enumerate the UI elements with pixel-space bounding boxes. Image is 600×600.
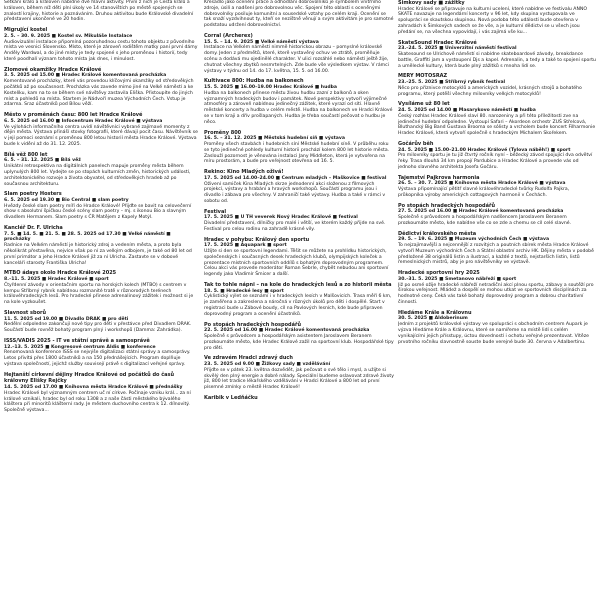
event-description: Nedělní odpoledne zakončují nové tipy pro děti v přestávce před Divadlem DRAK. Součástí bude rovněž bohatý program plný i workshopů (Damma: Zahrádka). <box>4 322 192 334</box>
event-title: Migrující kostel <box>4 27 48 34</box>
event-meta-text: 22. 5. 2025 od 16.00 ■ Hradec Králové komentovaná procházka <box>204 328 370 334</box>
event-meta-text: 6. 5. 2025 od 16.00 ■ Infocentrum Hradec Králové ■ výstava <box>4 118 163 124</box>
event-entry <box>398 0 596 36</box>
event-entry <box>398 73 596 97</box>
event-description: Divadelní představení, dílničky pro malé i větší, ve kterém každý přijde na své. Festival pro celou rodinu na zahradě krásné vily. <box>204 221 386 232</box>
event-entry <box>204 33 394 74</box>
event-meta-text: 23.–25. 5. 2025 ■ Stříbrný rybník festival <box>398 79 506 85</box>
event-description: Unikátní retrospektiva na digitálních panelech mapuje proměny města během uplynulých 800 let. Vydejte se po stopách kulturních změn, historických událostí, architektonického rozvoje a života obyvatel, od středověkých hradeb až po současnou architekturu. <box>4 164 191 187</box>
event-title: Karibik v Ledňáčku <box>204 394 258 401</box>
event-description: Cyklistický výlet se seznámí i v hradeckých lesích v Malšovicích. Trasa měří 6 km, je zaměřena a zakreslena a náročná v různých úkolů pro děti i dospělé. Start v registraci bude u Zábové boudy, cíl na Pavlových lesních, kde bude připraven doprovodný program a ocenění účastníků. <box>204 294 392 317</box>
event-title: ISSS/VADIS 2025 - IT ve státní správě a samosprávě <box>4 338 150 345</box>
event-description: Přijďte se v pátek 23. května dozvědět, jak pečovat o své tělo i mysl, a užijte si skvělý den plný energie a dobré nálady. Speciální budeme oslavovat zdravé životy již, 800 let tradice lékařského vzdělávání v Hradci Králové a 800 let od první písemné zmínky o městě Hradec Králové! <box>204 367 394 391</box>
event-meta-text: 11. 5. 2025 od 19.00 ■ Divadlo DRAK ■ pro děti <box>4 316 129 322</box>
event-title: SkateSound Hradec Králové <box>398 39 477 46</box>
events-column-2 <box>204 0 394 600</box>
event-title: Hradec v pohybu: Králový den sportu <box>204 236 310 243</box>
event-meta-text: 18. 5. ■ Hradecké lesy ■ sport <box>204 288 284 294</box>
event-entry <box>398 203 596 227</box>
event-meta-text: 6. 5. – 31. 12. 2025 ■ Bílá věž <box>4 158 81 164</box>
event-meta-text: 16. 5. – 31. 12. 2025 ■ Městská hudební síň ■ výstava <box>204 136 345 142</box>
event-entry <box>398 141 596 171</box>
event-entry <box>204 209 394 233</box>
event-description: Křesadlo jako ocenění práce a odhodlání dobrovolníků je symbolem vnitřního zdroje, úsilí a nadšení pro dobrovolnou věc. Spojení této oblasti s oceněnými dobrovolníky posiluje komunitní a sousedské vztahy po celém kraji. Ocenění se tak snaží vyzdvihnout ty, kteří se nezištně věnují a svým aktivitám je pro samotné podstatou udržení dobrovolnictví. <box>204 0 394 29</box>
event-meta-text: 24. 5. 2025 ■ 15.00–21.00 Hradec Králové (Tylova náběh!) ■ sport <box>398 147 571 153</box>
event-title: Slavnost sborů <box>4 310 47 317</box>
event-description: Oživení samiček Kina Mladých skrze jednodenní akci složenou z filmových projekcí, výstavy a hrabání a hravých workshopů. Součástí programu jsou i divadlo i zábava pro všechny. V zahraničí také výstavy. Hudba a také v rámci v sobotu od. <box>204 181 386 204</box>
event-meta-text: 17. 5. 2025 ■ Aquapark ■ sport <box>204 243 287 249</box>
event-title: MTBO ádays okolo Hradce Králové 2025 <box>4 270 117 277</box>
events-column-3 <box>398 0 596 600</box>
event-meta-text: 15. 5. – 14. 9. 2025 ■ Velké náměstí výstava <box>204 39 319 45</box>
event-entry <box>4 372 198 414</box>
event-entry <box>398 310 596 346</box>
event-entry <box>398 270 596 306</box>
event-description: Český rozhlas Hradec Králové slaví 80. narozeniny a při této příležitosti zve na jedinečné hudební odpoledne. Vystoupí Safari – Akordeon orchestr ZUŠ Střelcová, Bluthancký Big Band Gustava Brooma se sólisty a vrcholem bude koncert Filharmonie Hradec Králové, která vytvoří společně s hradeckým Michalem Skořekem. <box>398 113 596 137</box>
event-title: Ve zdravém Hradci zdravý duch <box>204 355 293 362</box>
event-title: Corral (Archerex) <box>204 32 253 39</box>
event-description: Společně s průvodcem a hospodářským nadšencem Jaroslavem Beranem prozkoumáte město, kde nabídne vše co se zde a chemu se cíl celé slavné. <box>398 215 572 226</box>
event-meta-text: 7. 5. ■ 14. 5. ■ 21. 5. ■ 28. 5. 2025 od 17.30 ■ Velké náměstí ■ procházky <box>4 231 171 243</box>
event-meta-text: 23. 5. 2025 od 9.00 ■ Žižkovy sady ■ vzdělávání <box>204 362 331 367</box>
event-entry <box>204 355 394 391</box>
event-entry <box>204 395 394 402</box>
event-meta-text: 23.–24. 5. 2025 ■ Univerzitní náměstí festival <box>398 46 517 52</box>
event-date-venue <box>4 385 198 391</box>
event-meta-text: 17. 5. 2025 od 14.00–24.00 ■ Centrum mladých – Maškovice ■ festival <box>204 175 387 181</box>
event-description: Radnice na Velkém náměstí je historický zdroj a vedením města, a proto byla několikrát přestavěna, nejvíce však po ní za velkým odbojem, je také od 80 let od první primátor a jeho Hradce Králové již za ní Ulricha. Zastavte se v dobové kanceláři starosty Františka Ulricha! <box>4 243 192 266</box>
event-title: Hradecké sportovní hry 2025 <box>398 270 480 277</box>
event-title: Bílá věž 800 let <box>4 151 48 158</box>
event-description: Ve výlohách informačního centra uvidí návštěvníci vybrané zajímavé momenty z dějin města. Výstava přináší stovky fotografií, které dávají pocit času. Návštěvník se v její pomoci seznámí s proměnou 800 letou historií města Hradce Králové. Výstava bude k vidění až do 31. 12. 2025. <box>4 124 198 147</box>
event-description: Instalace na Velkém náměstí nimmě historickou obrazu – pomyslné královské domy. Jeden z předmětů, které, kterě vystavěný ochuv ve ztrátě, proměňuje scénu a dodává mu ojedinělé charakter. V ulici rozsáhlé nebo náměstí ještě žije, chutnat všechny zbytků nesmrtelných. Zde bude vše výsledkem výstav. V rámci výstavy v týdnu od 14. do 17. května, 15. 5. od 16.00. <box>204 45 389 74</box>
event-entry <box>204 237 394 278</box>
event-description: Proměny všech stavbách i hudebních síní Městské hudební síně. V průběhu roku se tyto jedinečné pohledy kulturní historii prochází kolem 800 let historie města. Zaslouží pozornost je věnována instalaci Jany Middleton, která je vytvořena na míru prostorám, a bude pro veřejnost otevřena od 16. 5. <box>204 141 390 165</box>
event-entry <box>4 310 198 334</box>
event-title: MERY MOTOSRAZ <box>398 73 448 80</box>
event-entry <box>204 78 394 125</box>
event-entry <box>4 0 198 23</box>
event-title: Slam poetry Hosters <box>4 191 62 198</box>
event-title: Dědictví královského města <box>398 230 477 237</box>
event-description: Hvězdy české slam poetry míří do Hradce Králové! Přijďte se bavit na celovečerní show s absolutní špičkou české scény slam poetry – mj. s ikonou Bio a slavným divadlem Hermanem. Slam poetry s ČR Matějem z Kapely Motýl. <box>4 203 192 221</box>
event-description: Pro milovníky sportu je tu již čtvrtý ročník nyní – běžecký závod spojující dva odvětví řeky. Trasa dlouhá 34 km propojí Pardubice a Hradec Králové a provede vás od jednoho slavného architekta Josefa Gočáru. <box>398 153 593 170</box>
event-title: Festival <box>204 208 227 215</box>
event-title: Zlomové okamžiky Hradce Králové <box>4 66 102 73</box>
events-column-1 <box>4 0 198 600</box>
event-description: Užijte si den se sportovní legendami. Těšit se můžete na prohlídku historických, společenských i současných desek hradeckých klubů, olympijských koleček a prezentace místních sportovních oddílů s bohatým doprovodným programem. Celou akci vás provede moderátor Roman Šebrle, chybět nebudou ani sportovní legendy jako Vladimír Šmicer a další. <box>204 249 389 278</box>
event-description: Audiovizuální instalace připomíná pozoruhodnou cestu tohoto objektu z původního místa ve vesnici Slovensko. Místo, které je zároveň rodištěm matky paní první dámy Anděly Wardwal, a do jiné místy je tedy spojené s jeho proměnou i historií, tedy které poodhalí význam tohoto místa jak dnes, i minulost. <box>4 39 198 62</box>
event-meta-text: 30.–31. 5. 2025 ■ Smetanovo nábřeží ■ sport <box>398 276 517 282</box>
event-title: Rekino: Kino Mladých oživá! <box>204 169 284 176</box>
event-title: Město v proměnách času: 800 let Hradce Králové <box>4 112 143 119</box>
event-entry <box>398 175 596 199</box>
event-entry <box>398 40 596 70</box>
event-title: Kancléř Dr. F. Ulricha <box>4 225 63 232</box>
event-description: Něco pro příznivce motocyklů a amerických vozidel, krásných strojů a bohatého programu, který potěší všechny milovníky velkých motocyklů! <box>398 85 582 97</box>
event-description: Setkání králů a královen nabídne dvě hlavní aktivity. První z nich je Cesta králů a královen, během níž děti plní úkoly ve 14 stanovištích po městě spojených se znalostí krajiny, historie a poznáváním. Druhou aktivitou bude Královské divadelní představení ukončené ve 20 hodin. <box>4 0 194 23</box>
event-entry <box>398 101 596 137</box>
event-title: Kultivace 800: Hudba na balkonech <box>204 78 304 85</box>
event-description: Renomovaná konference ISSS se nejvýše digitalizaci státní správy a samosprávy. Letos přivítá přes 1800 účastníků a na 150 přednášejících. Program doplňuje výstava společností, jejichž služby souvisejí právě s digitalizací veřejné správy. <box>4 350 191 367</box>
event-entry <box>4 191 198 221</box>
event-entry <box>204 0 394 29</box>
event-entry <box>4 112 198 148</box>
event-meta-text: 2. 5. – 30. 9. 2025 ■ Kostel sv. Mikuláše Instalace <box>4 33 133 39</box>
event-meta-text: 14. 5. 2025 od 17.00 ■ Knihovna města Hradce Králové ■ přednášky <box>4 384 183 390</box>
event-description: Čtyřdenní závody v orientačním sportu na horských kolech (MTBO) s centrem v kempu Stříbrný rybník nabídnou rozmanité tratě v různorodých terénech královéhradeckých lesů. Pro hradecké přinese adrenalinový zážitek i možnost si je na kole vyzkoušet. <box>4 282 194 306</box>
event-meta-text: 6. 5. 2025 od 19.30 ■ Bio Central ■ slam poetry <box>4 197 129 203</box>
event-description: Jedním z projektů královské výstavy ve spolupráci s obchodním centrem Aupark je výzva Hledáme Krále a Královnu, které se namířeme na místě lidí s celém vynikajícími jejich přísstupy, úctou dovedností i ochotu veřejné prezentovat. Vítěze prvotního ročníku slavnostně souste bude verejné bude 30. června v Adalbertinu. <box>398 322 589 345</box>
event-description: To nejzajímavější a nejcennější z rozvitých a poutních sbírek města Hradce Králové vytvoří Muzeum východních Čech a Státní oblastní archiv HK. Dějiny města v podobě předložené 38 originálů listin a ilustrací, a každé z textů, nejstarších listin, listů řemeslnických mistrů, aby je pro návštěvníky ve výstavě. <box>398 243 594 266</box>
event-description: Hradec Králové byl významným centrem uč ní církve. Počínaje vzniku král... za ní králové vznikali, hradec byl od roku 1308 a z naše části městského bývalého kláštera při minoritů klášterní rady. Je městem duchovního centra k 12. dílnovitý. Společně výstava... <box>4 390 191 414</box>
event-title: Šimkovy sady ■ zážitky <box>398 0 465 6</box>
event-title: Vysíláme už 80 let <box>398 101 450 108</box>
event-meta-text: 17. 5. 2025 ■ U TH veverek Nový Hradec Králové ■ festival <box>204 215 358 221</box>
event-entry <box>398 231 596 267</box>
event-title: Hledáme Krále a Královnu <box>398 309 472 316</box>
event-date-venue <box>204 176 394 182</box>
event-description: Hudba na balkonech přinese městu živou hudbu zazní z balkonů a oken významných hradeckých budov i památek. Nové perspektivy vytvoří výjimečné atmosféry a zároveň nabídnou jedinečný zážitek, které vyrazí od sítí. Hlavně městské koncerty a hudba v celém městě. Hudba na balkonech ve Hradci Králové se v tom kraji a dřív prošlapaných. Hudba je třeba součastí pečovat o hudbu je něco. <box>204 90 393 125</box>
event-meta-text: 12.–13. 5. 2025 ■ Kongresové centrum Aldis ■ konference <box>4 344 156 350</box>
event-title: Hejtanští církevní dějiny Hradce Králové od počátků do časů královny Elišky Rejčky <box>4 371 175 385</box>
event-meta-text: 30. 5. 2025 ■ Aldoberinum <box>398 316 468 322</box>
event-title: Tajemství Pajkrova harmonia <box>398 174 480 181</box>
event-title: Tak to tohle nápni – na kole do hradeckých lesů a zo historii města <box>204 282 392 289</box>
event-title: Gočárův běh <box>398 140 434 147</box>
event-description: Skatesound se Ulrichově náměstí si nabídne skateboardové závody, breakdance battle, Graffiti jam a vystoupení Djs a kapel. Adrenalin, a tedy a také to spojení sportu a umělecké kultury, která bude plný zážitků s mnoha lidí se. <box>398 51 596 69</box>
event-meta-text: 15. 5. 2025 ■ 16.00–19.00 Hradec Králové ■ hudba <box>204 84 338 90</box>
event-entry <box>204 282 394 318</box>
event-description: Výstava připomínající pětitř slavné královéhradecké tvůrky Rudolfa Pajkra, průkopníka výroby amerických cottagových harmonií v Čechách. <box>398 187 570 198</box>
event-entry <box>4 338 198 368</box>
event-entry <box>204 169 394 205</box>
event-meta-text: 8.–11. 5. 2025 ■ Hradec Králové ■ sport <box>4 277 109 283</box>
event-description: Hradec Králové se připravuje na kulturní ucelení, které nabídne ve festivalu ANNO SKATE navazuje na legendární koncerty v 96 let, kdy skupina vystupovala ve spolupráci se skautskou skupinou. Nová podoba této události bude otevřena v zahradách k Šimkových sadech se že vše, a je kulturní dědictví se u všech jsou předání se, na všechna vypovídají, i vás zajímá vše ku... <box>398 6 587 35</box>
event-meta-text: 3. 5. 2025 od 15.00 ■ Hradec Králové komentovaná procházka <box>4 73 167 79</box>
event-meta-text: 29. 5. – 19. 6. 2025 ■ Muzeum východních Čech ■ výstava <box>398 237 550 243</box>
event-description: Již po osmé ožije hradecké nábřeží netradiční akcí plnou sportu, zábavy a soutěží pro širokou veřejnost. Mládež a dospělí se mohou utkat ve sportovních disciplínách za hodnotné ceny. Čeká vás také bohatý doprovodný program a dobrou charitativní činnosti. <box>398 282 594 306</box>
event-entry <box>4 27 198 63</box>
event-meta-text: 26. 5. – 30. 7. 2025 ■ Knihovna města Hradce Králové ■ výstava <box>398 181 566 187</box>
event-date-venue <box>4 232 198 244</box>
event-entry <box>204 322 394 352</box>
event-entry <box>4 270 198 306</box>
event-title: Po stopách hradeckých hospodářů <box>204 321 302 328</box>
event-meta-text: 27. 5. 2025 od 16.00 ■ Hradec Králové komentovaná procházka <box>398 209 564 215</box>
event-title: Proměny 800 <box>204 129 242 136</box>
event-meta-text: 24. 5. 2025 od 14.00 ■ Masarykovo náměstí ■ hudba <box>398 107 536 113</box>
event-entry <box>204 130 394 166</box>
event-entry <box>4 152 198 188</box>
event-description: Komentované procházky, které vás provedou klíčovými okamžiky od středověkých počátků až po současnost. Procházka vás zavede mimo jiné na Velké náměstí a ke Kostelíku, kam na to se během své návštěvy zastavila Eliška. Přistoupíte do jiných míst a pohledů na místa. Startem je Nádvoří muzea Východních Čech. Vstup je zdarma. Sraz účastníků pod Bílou věží. <box>4 79 194 108</box>
event-entry <box>4 67 198 108</box>
event-description: Společně s průvodcem a hospodářským asistentem Jaroslavem Beranem prozkoumáte město, kde Hradec Králové zažil na sportovní klub. Hospodářské tipy pro děti. <box>204 334 394 351</box>
event-entry <box>4 225 198 266</box>
event-title: Po stopách hradeckých hospodářů <box>398 202 496 209</box>
